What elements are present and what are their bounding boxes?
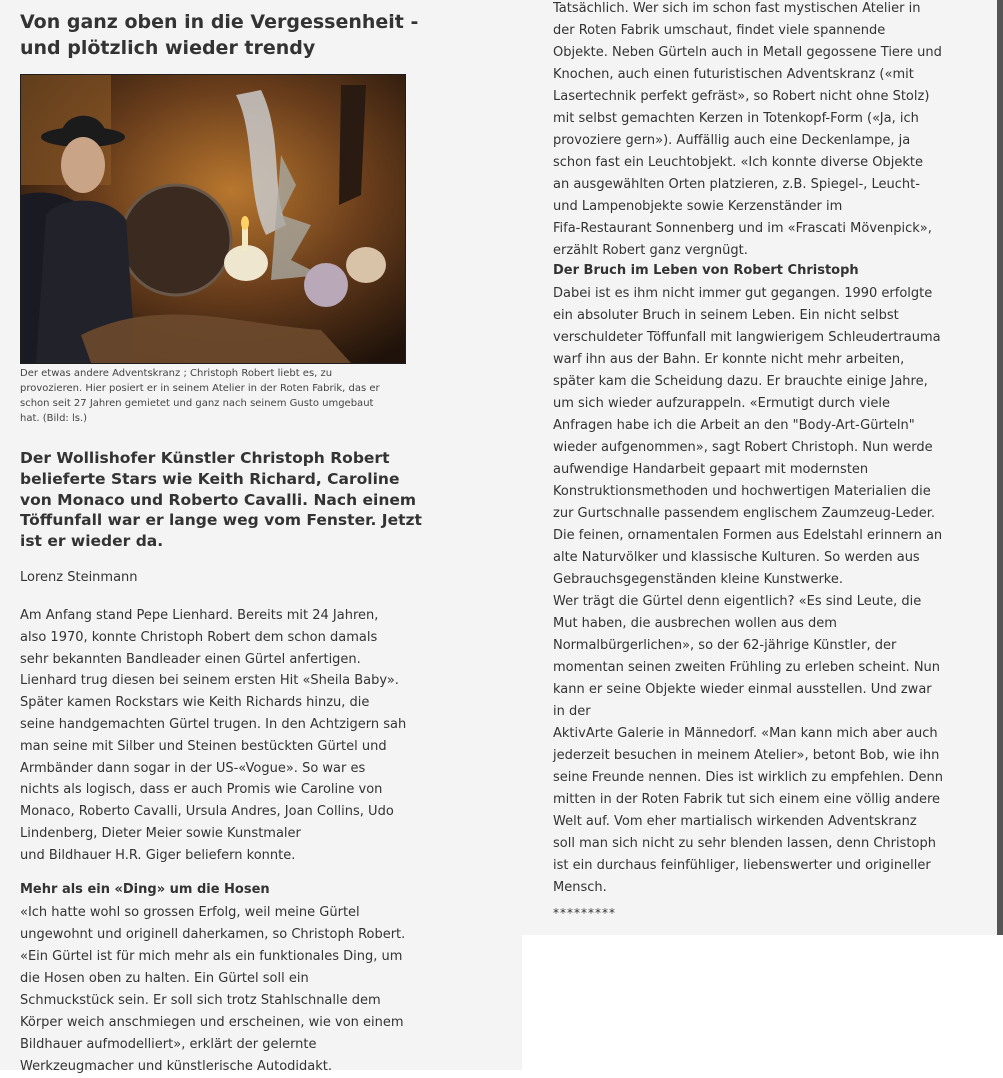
body-line: Schmuckstück sein. Er soll sich trotz Stahlschnalle dem — [20, 993, 381, 1008]
right-edge-bar — [997, 0, 1003, 935]
body-line: seine Freunde nennen. Dies ist wirklich zu empfehlen. Denn — [553, 770, 943, 785]
body-line: Wer trägt die Gürtel denn eigentlich? «Es sind Leute, die — [553, 594, 922, 609]
lead-line: Töffunfall war er lange weg vom Fenster. Jetzt — [20, 511, 422, 530]
body-line: ist ein durchaus feinfühliger, liebenswerter und origineller — [553, 858, 931, 873]
body-line: schon fast ein Leuchtobjekt. «Ich konnte diverse Objekte — [553, 155, 924, 170]
right-paragraph-2 — [553, 283, 993, 899]
body-line: jederzeit besuchen in meinem Atelier», betont Bob, wie ihn — [553, 748, 940, 763]
body-line: Knochen, auch einen futuristischen Adventskranz («mit — [553, 67, 914, 82]
body-line: Dabei ist es ihm nicht immer gut gegangen. 1990 erfolgte — [553, 286, 933, 301]
headline-line: Von ganz oben in die Vergessenheit - — [20, 11, 419, 33]
caption-line: Der etwas andere Adventskranz ; Christoph Robert liebt es, zu — [20, 368, 333, 379]
body-paragraph-2 — [20, 902, 510, 1078]
body-line: Konstruktionsmethoden und hochwertigen Materialien die — [553, 484, 931, 499]
body-line: Normalbürgerlichen», so der 62-jährige Künstler, der — [553, 638, 897, 653]
article-headline — [20, 9, 490, 61]
body-line: um sich wieder aufzurappeln. «Ermutigt durch viele — [553, 396, 891, 411]
body-line: zur Gurtschnalle passendem englischem Zaumzeug-Leder. — [553, 506, 936, 521]
subheading-bruch: Der Bruch im Leben von Robert Christoph — [553, 263, 859, 278]
body-line: Körper weich anschmiegen und erscheinen, wie von einem — [20, 1015, 404, 1030]
body-line: «Ich hatte wohl so grossen Erfolg, weil meine Gürtel — [20, 905, 360, 920]
lead-line: ist er wieder da. — [20, 532, 164, 551]
headline-line: und plötzlich wieder trendy — [20, 37, 316, 59]
body-line: verschuldeter Töffunfall mit langwierigem Schleudertrauma — [553, 330, 941, 345]
body-line: ungewohnt und originell daherkamen, so Christoph Robert. — [20, 927, 406, 942]
body-line: Werkzeugmacher und künstlerische Autodidakt. — [20, 1059, 332, 1074]
body-line: ein absoluter Bruch in seinem Leben. Ein nicht selbst — [553, 308, 899, 323]
body-line: sehr bekannten Bandleader einen Gürtel anfertigen. — [20, 651, 361, 667]
body-line: kann er seine Objekte wieder einmal ausstellen. Und zwar — [553, 682, 932, 697]
body-line: «Ein Gürtel ist für mich mehr als ein funktionales Ding, um — [20, 949, 403, 964]
body-line: und Bildhauer H.R. Giger beliefern konnte. — [20, 847, 296, 863]
body-line: erzählt Robert ganz vergnügt. — [553, 243, 748, 258]
body-line: Lindenberg, Dieter Meier sowie Kunstmaler — [20, 825, 301, 841]
body-line: in der — [553, 704, 591, 719]
body-line: an ausgewählten Orten platzieren, z.B. Spiegel-, Leucht- — [553, 177, 920, 192]
body-line: Tatsächlich. Wer sich im schon fast mystischen Atelier in — [553, 1, 921, 16]
photo-caption — [20, 366, 450, 426]
body-line: Bildhauer aufmodelliert», erklärt der gelernte — [20, 1037, 317, 1052]
body-line: Objekte. Neben Gürteln auch in Metall gegossene Tiere und — [553, 45, 942, 60]
body-line: seine handgemachten Gürtel trugen. In den Achtzigern sah — [20, 716, 407, 732]
body-paragraph-1 — [20, 605, 510, 867]
body-line: Die feinen, ornamentalen Formen aus Edelstahl erinnern an — [553, 528, 943, 543]
caption-line: schon seit 27 Jahren gemietet und ganz nach seinem Gusto umgebaut — [20, 398, 374, 409]
atelier-photo-illustration — [21, 75, 405, 363]
body-line: also 1970, konnte Christoph Robert dem schon damals — [20, 629, 378, 645]
body-line: mitten in der Roten Fabrik tut sich einem eine völlig andere — [553, 792, 941, 807]
lead-line: Der Wollishofer Künstler Christoph Robert — [20, 449, 390, 467]
body-line: Mensch. — [553, 880, 607, 895]
body-line: warf ihn aus der Bahn. Er konnte nicht mehr arbeiten, — [553, 352, 905, 367]
body-line: und Lampenobjekte sowie Kerzenständer im — [553, 199, 843, 214]
body-line: Monaco, Roberto Cavalli, Ursula Andres, Joan Collins, Udo — [20, 804, 394, 820]
body-line: aufwendige Handarbeit gepaart mit modernsten — [553, 462, 869, 477]
lead-line: belieferte Stars wie Keith Richard, Caroline — [20, 469, 400, 488]
body-line: Am Anfang stand Pepe Lienhard. Bereits mit 24 Jahren, — [20, 608, 379, 623]
caption-line: hat. (Bild: ls.) — [20, 413, 88, 424]
body-line: nichts als logisch, dass er auch Promis wie Caroline von — [20, 782, 383, 798]
article-photo — [20, 74, 406, 364]
end-marker: ********* — [553, 906, 616, 920]
body-line: AktivArte Galerie in Männedorf. «Man kann mich aber auch — [553, 726, 938, 741]
body-line: momentan seinen zweiten Frühling zu erleben scheint. Nun — [553, 660, 941, 675]
body-line: Gebrauchsgegenständen kleine Kunstwerke. — [553, 572, 843, 587]
body-line: Fifa-Restaurant Sonnenberg und im «Frascati Mövenpick», — [553, 221, 932, 236]
body-line: man seine mit Silber und Steinen bestückten Gürtel und — [20, 738, 387, 754]
body-line: der Roten Fabrik umschaut, findet viele spannende — [553, 23, 886, 38]
body-line: mit selbst gemachten Kerzen in Totenkopf-Form («Ja, ich — [553, 111, 919, 126]
article-author: Lorenz Steinmann — [20, 570, 138, 585]
body-line: Mut haben, die ausbrechen wollen aus dem — [553, 616, 837, 631]
body-line: Anfragen habe ich die Arbeit an den "Body-Art-Gürteln" — [553, 418, 915, 433]
body-line: die Hosen oben zu halten. Ein Gürtel soll ein — [20, 971, 309, 986]
right-paragraph-1 — [553, 0, 993, 262]
article-lead — [20, 448, 490, 552]
body-line: Später kamen Rockstars wie Keith Richards hinzu, die — [20, 695, 370, 711]
body-line: alte Naturvölker und klassische Kulturen. So werden aus — [553, 550, 920, 565]
body-line: später kam die Scheidung dazu. Er brauchte einige Jahre, — [553, 374, 928, 389]
lead-line: von Monaco und Roberto Cavalli. Nach einem — [20, 490, 417, 509]
body-line: Lienhard trug diesen bei seinem ersten Hit «Sheila Baby». — [20, 673, 399, 689]
body-line: Lasertechnik perfekt gefräst», so Robert nicht ohne Stolz) — [553, 89, 930, 104]
body-line: Armbänder dann sogar in der US-«Vogue». So war es — [20, 760, 366, 776]
body-line: soll man sich nicht zu sehr blenden lassen, denn Christoph — [553, 836, 936, 851]
body-line: Welt auf. Vom eher martialisch wirkenden Adventskranz — [553, 814, 917, 829]
body-line: wieder aufgenommen», sagt Robert Christoph. Nun werde — [553, 440, 933, 455]
caption-line: provozieren. Hier posiert er in seinem Atelier in der Roten Fabrik, das er — [20, 383, 380, 394]
body-line: provoziere gern»). Auffällig auch eine Deckenlampe, ja — [553, 133, 911, 148]
subheading-hosen: Mehr als ein «Ding» um die Hosen — [20, 882, 270, 897]
